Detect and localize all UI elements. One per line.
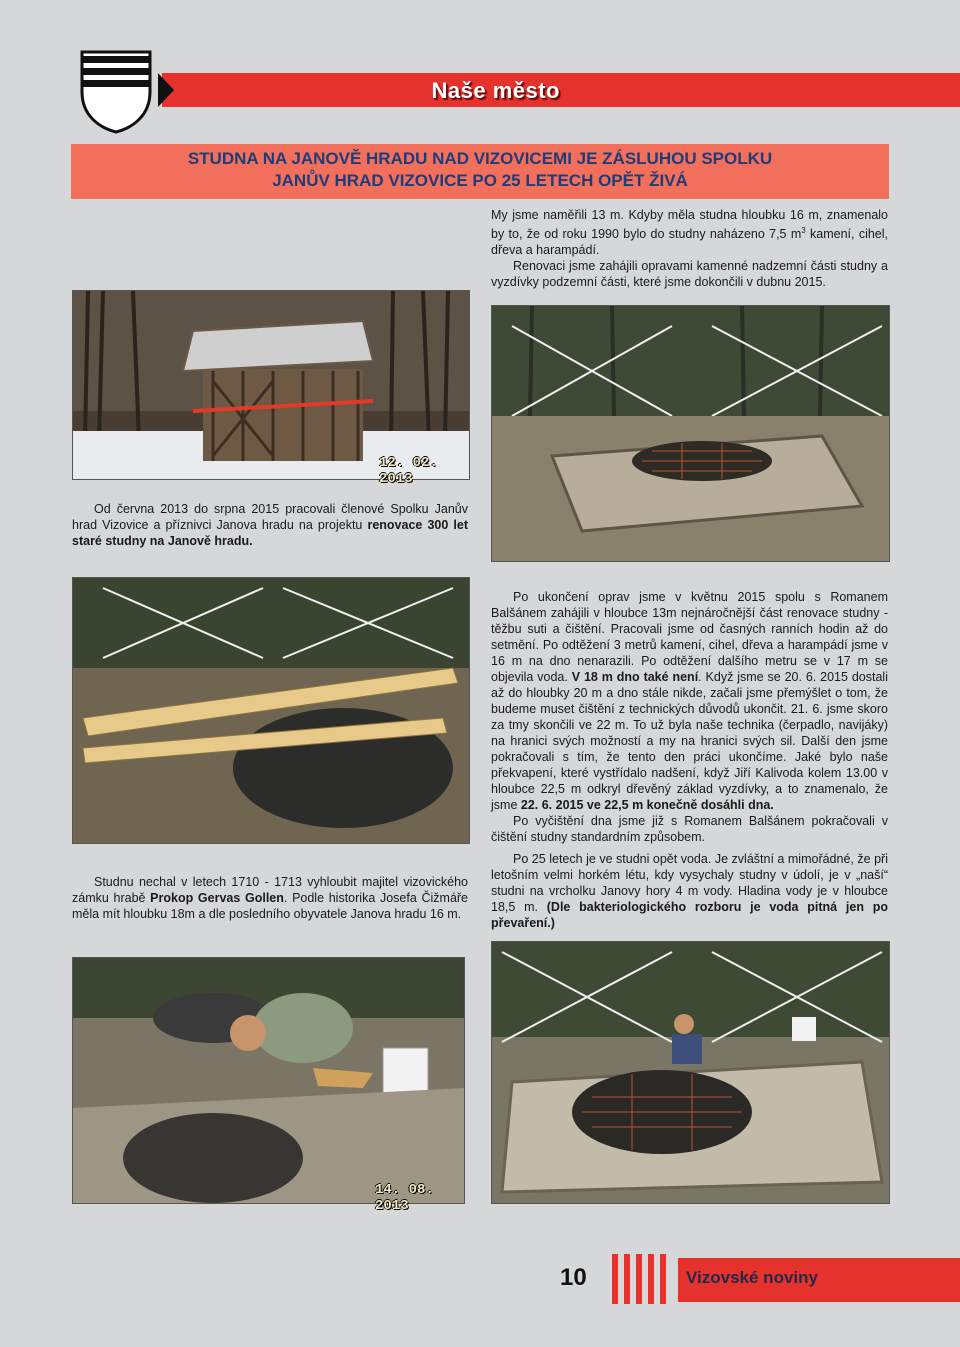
photo-renovated-well-top-image (492, 306, 889, 561)
text-run: Od června 2013 do srpna 2015 pracovali členové Spolku Janův hrad Vizovice a příznivci Janova hradu na projektu (72, 502, 468, 532)
footer-stripe (660, 1254, 666, 1304)
photo-date-stamp: 12. 02. 2013 (379, 455, 438, 487)
text-bold: 22. 6. 2015 ve 22,5 m konečně dosáhli dna. (520, 798, 774, 812)
footer-stripe (612, 1254, 618, 1304)
text-bold: renovace 300 let staré studny na Janově hradu. (72, 518, 468, 548)
photo-old-well-hut-image (73, 291, 469, 479)
photo-old-well-hut (72, 290, 470, 487)
caption-history (72, 874, 468, 922)
photo-worker-at-well-grate (491, 941, 890, 1204)
paragraph (72, 501, 468, 549)
section-title: Naše město (431, 78, 560, 103)
paragraph (491, 589, 888, 813)
text-bold: V 18 m dno také není (571, 670, 699, 684)
footer-stripe (648, 1254, 654, 1304)
article-headline (71, 148, 889, 192)
photo-date-stamp: 14. 08. 2013 (375, 1182, 434, 1214)
text-run: Studnu nechal v letech 1710 - 1713 vyhloubit majitel vizovického zámku hrabě (72, 875, 468, 905)
photo-well-shaft-planks-image (73, 578, 469, 843)
text-run: kamení, cihel, dřeva a harampádí. (491, 227, 888, 258)
text-run: Po 25 letech je ve studni opět voda. Je zvláštní a mimořádné, že při letošním velmi horkém létu, kdy vysychaly studny v údolí, je v „naší“ studni na vrcholku Janovy hory 4 m vody. Hladina vody je v hloubce 18,5 m. (491, 852, 888, 914)
text-run: My jsme naměřili 13 m. Kdyby měla studna hloubku 16 m, znamenalo by to, že od roku 1990 bylo do studny naházeno 7,5 m (491, 208, 888, 242)
text-run: . Podle historika Josefa Čižmáře měla mít hloubku 18m a dle posledního obyvatele Janova hradu 16 m. (72, 891, 469, 921)
headline-line-1: STUDNA NA JANOVĚ HRADU NAD VIZOVICEMI JE ZÁSLUHOU SPOLKU (187, 149, 773, 168)
town-coat-of-arms-icon (80, 50, 152, 134)
paragraph (491, 851, 888, 931)
caption-project-intro (72, 501, 468, 549)
page-number: 10 (560, 1264, 587, 1291)
paragraph: Po vyčištění dna jsme již s Romanem Balšánem pokračovali v čištění studny standardním způsobem. (491, 814, 888, 844)
footer-stripe (624, 1254, 630, 1304)
text-block-right-middle (491, 589, 888, 845)
photo-worker-laying-stones (72, 957, 465, 1214)
text-bold: (Dle bakteriologického rozboru je voda pitná jen po převaření.) (491, 900, 888, 930)
photo-well-shaft-planks (72, 577, 470, 844)
footer-stripe (636, 1254, 642, 1304)
paragraph: Renovaci jsme zahájili opravami kamenné nadzemní části studny a vyzdívky podzemní části, které jsme dokončili v dubnu 2015. (491, 259, 888, 290)
text-block-right-lower (491, 851, 888, 931)
section-banner (162, 73, 960, 107)
text-run: . Když jsme se 20. 6. 2015 dostali až do hloubky 20 m a dno stále nikde, začali jsme přemýšlet o tom, že budeme muset čištění z technických důvodů ukončit. 21. 6. jsme skoro za tmy skončili ve 22 m. To už byla naše technika (čerpadlo, navijáky) na hranici svých možností a my na hranici svých sil. Další den jsme pokračovali s tím, že tento den práci ukončíme. Jaké bylo naše překvapení, které vystřídalo nadšení, když Jiří Kalivoda kolem 13.00 v hloubce 22,5 m odkryl dřevěný základ vyzdívky, a to znamenalo, že jsme (491, 670, 888, 812)
text-run: Po ukončení oprav jsme v květnu 2015 spolu s Romanem Balšánem zahájili v hloubce 13m nejnáročnější část renovace studny - těžbu suti a čištění. Pracovali jsme od časných ranních hodin až do setmění. Po odtěžení 3 metrů kamení, cihel, dřeva a harampádí jsme v 16 m na dno nenarazili. Po odtěžení dalšího metru se v 17 m se objevila voda. (491, 590, 888, 684)
chevron-right-icon (158, 73, 174, 107)
superscript: 3 (801, 226, 806, 235)
text-bold: Prokop Gervas Gollen (150, 891, 284, 905)
photo-worker-laying-stones-image (73, 958, 464, 1203)
photo-worker-at-well-grate-image (492, 942, 889, 1203)
photo-renovated-well-top (491, 305, 890, 562)
publication-name: Vizovské noviny (686, 1268, 818, 1287)
text-block-right-top (491, 207, 888, 290)
paragraph (491, 207, 888, 258)
headline-line-2: JANŮV HRAD VIZOVICE PO 25 LETECH OPĚT ŽIVÁ (272, 171, 688, 190)
paragraph (72, 874, 468, 922)
